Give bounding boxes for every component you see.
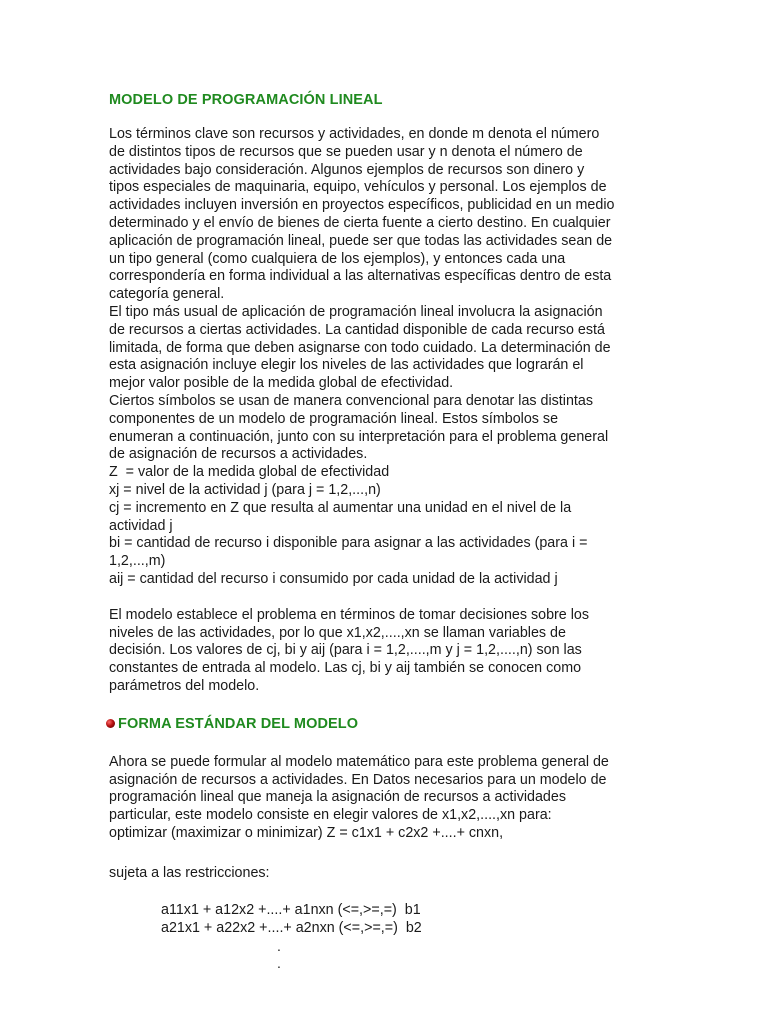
document-title: MODELO DE PROGRAMACIÓN LINEAL xyxy=(109,92,383,108)
symbol-line: aij = cantidad del recurso i consumido por cada unidad de la actividad j xyxy=(109,570,558,587)
text-line: aplicación de programación lineal, puede ser que todas las actividades sean de xyxy=(109,232,613,249)
text-line: de asignación de recursos a actividades. xyxy=(109,446,368,463)
dot: . xyxy=(277,938,281,955)
text-line: El tipo más usual de aplicación de programación lineal involucra la asignación xyxy=(109,303,603,320)
constraint-equations xyxy=(109,902,654,938)
paragraph-standard-form xyxy=(109,754,654,843)
symbol-line: 1,2,...,m) xyxy=(109,553,166,570)
continuation-dots xyxy=(109,938,654,972)
restrictions-intro: sujeta a las restricciones: xyxy=(109,864,270,881)
text-line: actividades incluyen inversión en proyectos específicos, publicidad en un medio xyxy=(109,197,615,214)
symbol-line: xj = nivel de la actividad j (para j = 1,2,...,n) xyxy=(109,481,381,498)
text-line: componentes de un modelo de programación lineal. Estos símbolos se xyxy=(109,410,559,427)
text-line: determinado y el envío de bienes de cierta fuente a cierto destino. En cualquier xyxy=(109,214,611,231)
symbol-line: cj = incremento en Z que resulta al aumentar una unidad en el nivel de la xyxy=(109,499,572,516)
text-line: actividades bajo consideración. Algunos ejemplos de recursos son dinero y xyxy=(109,161,585,178)
symbol-line: bi = cantidad de recurso i disponible para asignar a las actividades (para i = xyxy=(109,535,588,552)
document-page xyxy=(109,90,654,972)
bullet-icon xyxy=(106,719,115,728)
text-line: limitada, de forma que deben asignarse con todo cuidado. La determinación de xyxy=(109,339,611,356)
text-line: particular, este modelo consiste en elegir valores de x1,x2,....,xn para: xyxy=(109,807,552,824)
paragraph-terms xyxy=(109,126,654,304)
text-line: mejor valor posible de la medida global de efectividad. xyxy=(109,375,454,392)
text-line: Los términos clave son recursos y actividades, en donde m denota el número xyxy=(109,126,600,142)
text-line: asignación de recursos a actividades. En Datos necesarios para un modelo de xyxy=(109,771,607,788)
equation-line: a21x1 + a22x2 +....+ a2nxn (<=,>=,=) b2 xyxy=(161,920,422,937)
dot: . xyxy=(277,955,281,972)
section-heading-row xyxy=(106,714,654,734)
symbol-line: Z = valor de la medida global de efectividad xyxy=(109,464,390,481)
paragraph-assignment xyxy=(109,304,654,393)
text-line: enumeran a continuación, junto con su interpretación para el problema general xyxy=(109,428,609,445)
text-line: constantes de entrada al modelo. Las cj, bi y aij también se conocen como xyxy=(109,660,582,677)
text-line: programación lineal que maneja la asignación de recursos a actividades xyxy=(109,789,566,806)
text-line: decisión. Los valores de cj, bi y aij (para i = 1,2,....,m y j = 1,2,....,n) son las xyxy=(109,642,582,659)
text-line: El modelo establece el problema en términos de tomar decisiones sobre los xyxy=(109,606,589,623)
equation-line: a11x1 + a12x2 +....+ a1nxn (<=,>=,=) b1 xyxy=(161,902,421,919)
text-line: Ahora se puede formular al modelo matemático para este problema general de xyxy=(109,753,609,770)
paragraph-model xyxy=(109,607,654,696)
text-line: correspondería en forma individual a las alternativas específicas dentro de esta xyxy=(109,268,612,285)
text-line: un tipo general (como cualquiera de los ejemplos), y entonces cada una xyxy=(109,250,566,267)
text-line: Ciertos símbolos se usan de manera convencional para denotar las distintas xyxy=(109,392,593,409)
text-line: esta asignación incluye elegir los niveles de las actividades que lograrán el xyxy=(109,357,584,374)
text-line: parámetros del modelo. xyxy=(109,677,260,694)
text-line: tipos especiales de maquinaria, equipo, vehículos y personal. Los ejemplos de xyxy=(109,179,607,196)
symbol-definitions xyxy=(109,464,654,589)
paragraph-symbols-intro xyxy=(109,393,654,464)
section-title: FORMA ESTÁNDAR DEL MODELO xyxy=(118,715,359,732)
text-line: de distintos tipos de recursos que se pueden usar y n denota el número de xyxy=(109,143,583,160)
text-line: de recursos a ciertas actividades. La cantidad disponible de cada recurso está xyxy=(109,321,605,338)
symbol-line: actividad j xyxy=(109,517,173,534)
text-line: optimizar (maximizar o minimizar) Z = c1x1 + c2x2 +....+ cnxn, xyxy=(109,824,504,841)
text-line: niveles de las actividades, por lo que x1,x2,....,xn se llaman variables de xyxy=(109,624,566,641)
text-line: categoría general. xyxy=(109,286,225,303)
